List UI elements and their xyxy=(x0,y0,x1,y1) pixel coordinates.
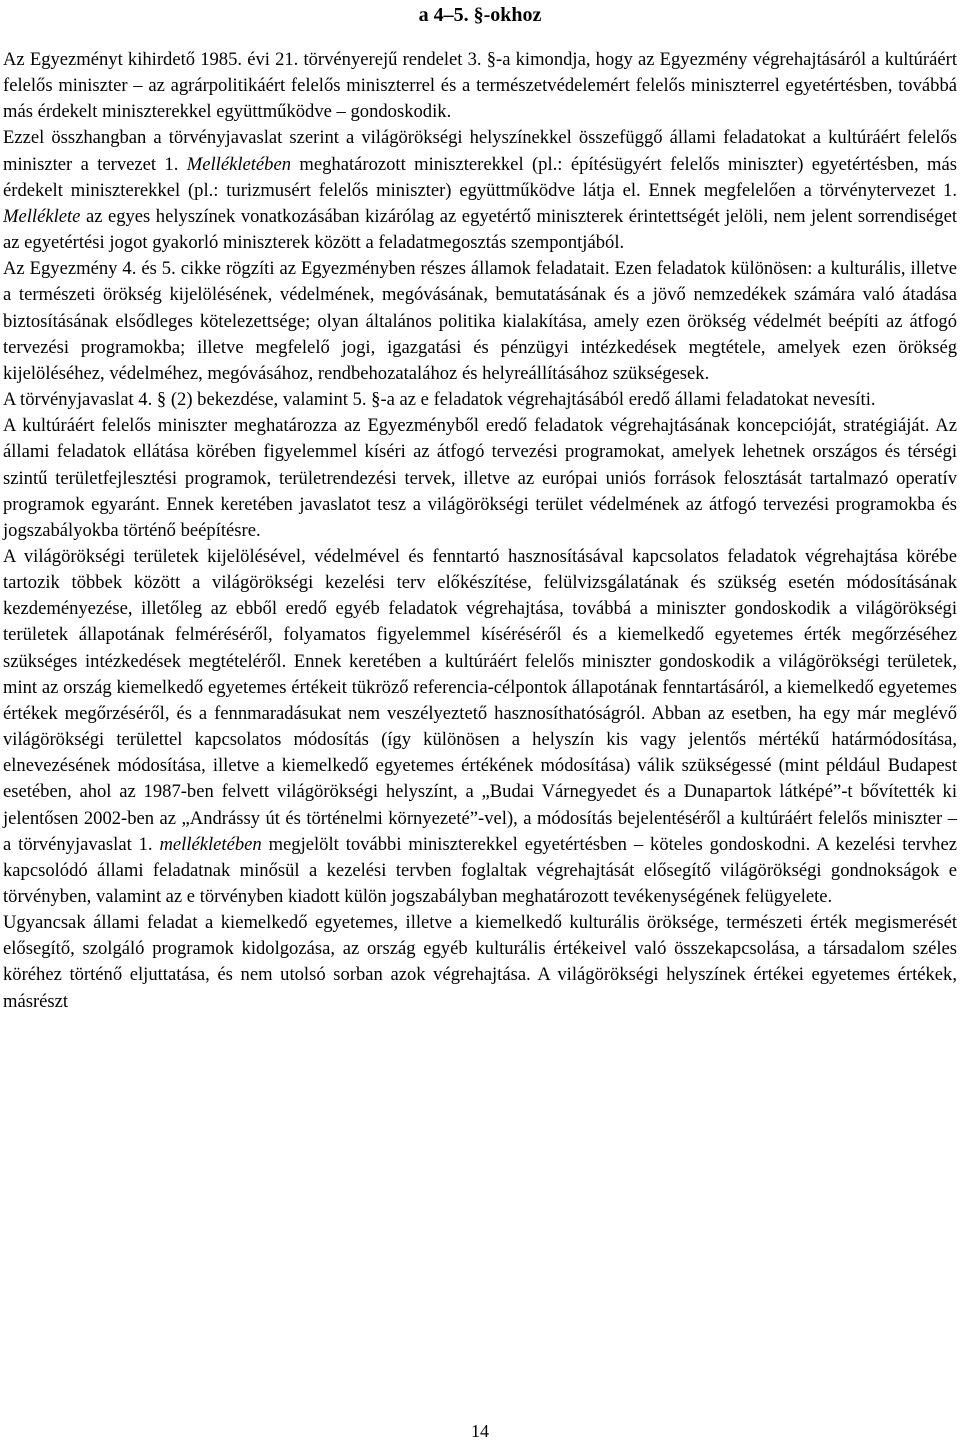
text-run: Ezzel összhangban a törvényjavaslat szerint a világörökségi helyszínekkel összefüggő állami feladatokat a kultúráért felelős miniszter a tervezet 1. xyxy=(3,127,957,175)
text-run: Ugyancsak állami feladat a kiemelkedő egyetemes, illetve a kiemelkedő kulturális öröksége, természeti érték megismerését elősegítő, szolgáló programok kidolgozása, az ország egyéb kulturális értékeivel való összekapcsolása, a társadalom széles köréhez történő eljuttatása, és nem utolsó sorban azok végrehajtása. A világörökségi helyszínek értékei egyetemes értékek, másrészt xyxy=(3,912,957,1012)
body-text xyxy=(3,47,957,1015)
text-run: Az Egyezmény 4. és 5. cikke rögzíti az Egyezményben részes államok feladatait. Ezen feladatok különösen: a kulturális, illetve a természeti örökség kijelölésének, védelmének, megóvásának, bemutatásának és a jövő nemzedékek számára való átadása biztosításának elsődleges kötelezettsége; olyan általános politika kialakítása, amely ezen örökség védelmét beépíti az átfogó tervezési programokba; illetve megfelelő jogi, igazgatási és pénzügyi intézkedések megtétele, amelyek ezen örökség kijelöléséhez, védelméhez, megóvásához, rendbehozatalához és helyreállításához szükségesek. xyxy=(3,258,957,384)
paragraph xyxy=(3,910,957,1015)
page-number: 14 xyxy=(471,1421,489,1441)
text-run: Az Egyezményt kihirdető 1985. évi 21. törvényerejű rendelet 3. §-a kimondja, hogy az Egyezmény végrehajtásáról a kultúráért felelős miniszter – az agrárpolitikáért felelős miniszterrel és a természetvédelemért felelős miniszterrel egyetértésben, továbbá más érdekelt miniszterekkel együttműködve – gondoskodik. xyxy=(3,49,957,123)
paragraph xyxy=(3,413,957,544)
paragraph xyxy=(3,125,957,256)
text-run: megjelölt további miniszterekkel egyetértésben – köteles gondoskodni. A kezelési tervhez kapcsolódó állami feladatnak minősül a kezelési tervben foglaltak végrehajtását elősegítő világörökségi gondnokságok e törvényben, valamint az e törvényben kiadott külön jogszabályban meghatározott tevékenységének felügyelete. xyxy=(3,833,957,907)
text-run: az egyes helyszínek vonatkozásában kizárólag az egyetértő miniszterek érintettségét jelöli, nem jelent sorrendiséget az egyetértési jogot gyakorló miniszterek között a feladatmegosztás szempontjából. xyxy=(3,205,957,254)
text-run: A világörökségi területek kijelölésével, védelmével és fenntartó hasznosításával kapcsolatos feladatok végrehajtása körébe tartozik többek között a világörökségi kezelési terv előkészítése, felülvizsgálatának és szükség esetén módosításának kezdeményezése, illetőleg az ebből eredő egyéb feladatok végrehajtása, továbbá a miniszter gondoskodik a világörökségi területek állapotának felméréséről, folyamatos figyelemmel kíséréséről és a kiemelkedő egyetemes érték megőrzéséhez szükséges intézkedések megtételéről. Ennek keretében a kultúráért felelős miniszter gondoskodik a világörökségi területek, mint az ország kiemelkedő egyetemes értékeit tükröző referencia-célpontok állapotának fenntartásáról, a kiemelkedő egyetemes értékek megőrzéséről, és a fennmaradásukat nem veszélyeztető hasznosíthatóságról. Abban az esetben, ha egy már meglévő világörökségi területtel kapcsolatos módosítás (így különösen a helyszín kis vagy jelentős mértékű határmódosítása, elnevezésének módosítása, illetve a kiemelkedő egyetemes értékének módosítása) válik szükségessé (mint például Budapest esetében, ahol az 1987-ben felvett világörökségi helyszínt, a „Budai Várnegyedet és a Dunapartok látképé”-t bővítették ki jelentősen 2002-ben az „Andrássy út és történelmi környezeté”-vel), a módosítás bejelentéséről a kultúráért felelős miniszter – a törvényjavaslat 1. xyxy=(3,545,957,855)
paragraph xyxy=(3,544,957,910)
italic-text: Melléklete xyxy=(3,205,81,227)
paragraph xyxy=(3,387,957,413)
italic-text: Mellékletében xyxy=(186,153,292,175)
italic-text: mellékletében xyxy=(159,833,262,855)
text-run: A kultúráért felelős miniszter meghatározza az Egyezményből eredő feladatok végrehajtásának koncepcióját, stratégiáját. Az állami feladatok ellátása körében figyelemmel kíséri az átfogó tervezési programokat, amelyek lehetnek országos és térségi szintű területfejlesztési programok, területrendezési tervek, illetve az európai uniós források felosztását tartalmazó operatív programok egyaránt. Ennek keretében javaslatot tesz a világörökségi terület védelmének az átfogó tervezési programokba és jogszabályokba történő beépítésre. xyxy=(3,415,957,541)
paragraph xyxy=(3,256,957,387)
section-heading: a 4–5. §-okhoz xyxy=(418,4,542,26)
paragraph xyxy=(3,47,957,125)
text-run: meghatározott miniszterekkel (pl.: építésügyért felelős miniszter) egyetértésben, más érdekelt miniszterekkel (pl.: turizmusért felelős miniszter) együttműködve látja el. Ennek megfelelően a törvénytervezet 1. xyxy=(3,153,957,201)
text-run: A törvényjavaslat 4. § (2) bekezdése, valamint 5. §-a az e feladatok végrehajtásából eredő állami feladatokat nevesíti. xyxy=(3,389,876,411)
